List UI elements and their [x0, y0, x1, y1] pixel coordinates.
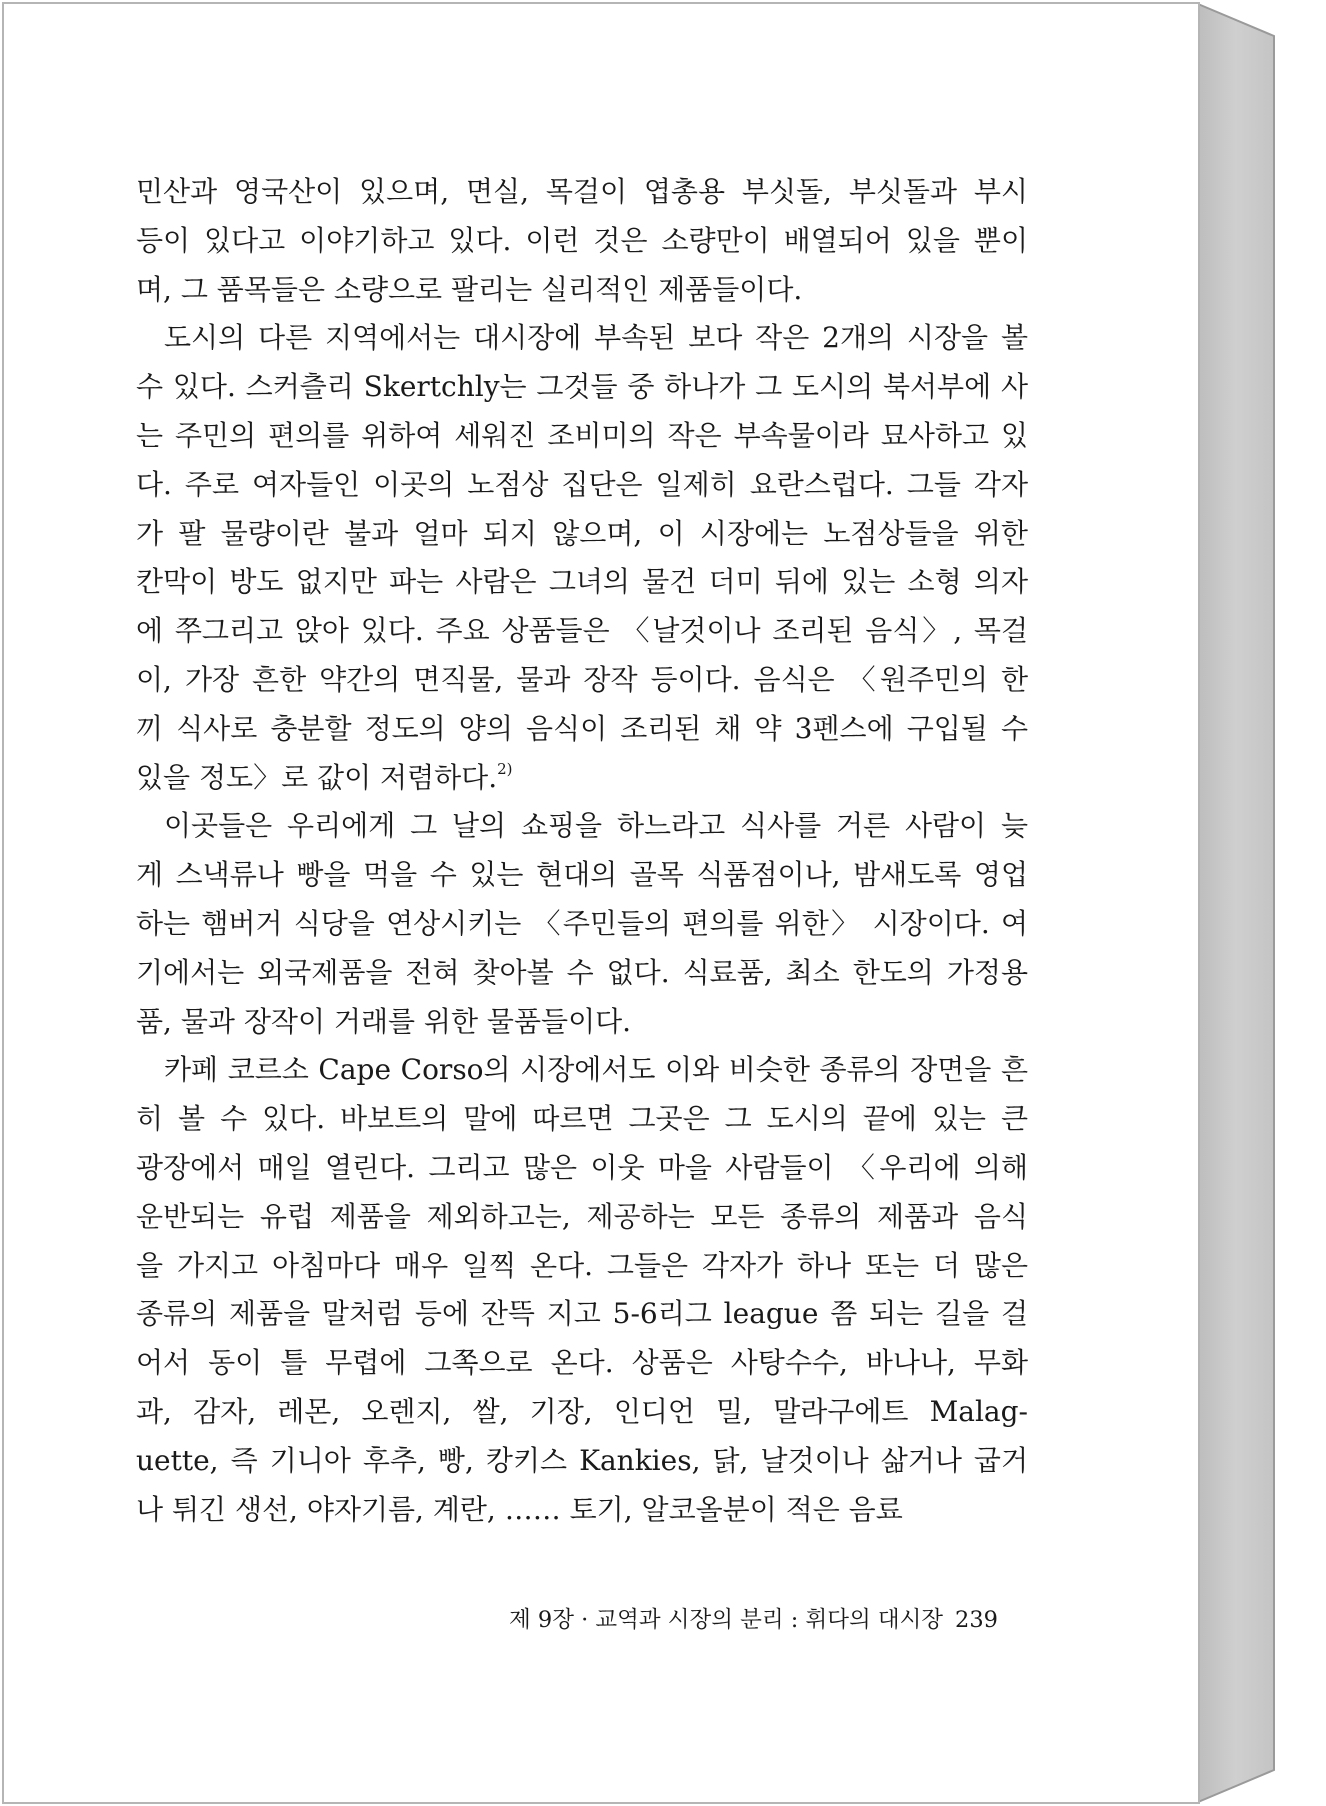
- text-line-content: 하는 햄버거 식당을 연상시키는 〈주민들의 편의를 위한〉 시장이다. 여: [136, 906, 1028, 940]
- text-line: [136, 705, 1028, 754]
- text-line: [136, 851, 1028, 900]
- text-line: [136, 266, 1028, 315]
- text-line: [136, 949, 1028, 998]
- text-line: [136, 900, 1028, 949]
- book-page-edge: [1198, 4, 1274, 1802]
- text-line: [136, 1144, 1028, 1193]
- text-line-content: 있을 정도〉로 값이 저렴하다.: [136, 760, 498, 794]
- footnote-reference: 2): [497, 759, 513, 778]
- text-line: [136, 363, 1028, 412]
- text-line-content: 칸막이 방도 없지만 파는 사람은 그녀의 물건 더미 뒤에 있는 소형 의자: [136, 565, 1028, 599]
- text-line: [136, 168, 1028, 217]
- text-line-content: 민산과 영국산이 있으며, 면실, 목걸이 엽총용 부싯돌, 부싯돌과 부시: [136, 175, 1028, 208]
- text-line-content: 카페 코르소 Cape Corso의 시장에서도 이와 비슷한 종류의 장면을 흔: [164, 1053, 1028, 1087]
- text-line: [136, 802, 1028, 851]
- text-line-content: 과, 감자, 레몬, 오렌지, 쌀, 기장, 인디언 밀, 말라구에트 Malag-: [136, 1394, 1028, 1428]
- text-line-content: 도시의 다른 지역에서는 대시장에 부속된 보다 작은 2개의 시장을 볼: [164, 321, 1028, 355]
- text-line: [136, 510, 1028, 559]
- text-line: [136, 558, 1028, 607]
- text-line-content: 운반되는 유럽 제품을 제외하고는, 제공하는 모든 종류의 제품과 음식: [136, 1199, 1028, 1233]
- text-line-content: 이곳들은 우리에게 그 날의 쇼핑을 하느라고 식사를 거른 사람이 늦: [164, 809, 1028, 843]
- text-line: [136, 1046, 1028, 1095]
- text-line: [136, 607, 1028, 656]
- text-line: [136, 1388, 1028, 1437]
- text-line-content: 기에서는 외국제품을 전혀 찾아볼 수 없다. 식료품, 최소 한도의 가정용: [136, 955, 1028, 989]
- text-line-content: 품, 물과 장작이 거래를 위한 물품들이다.: [136, 1004, 632, 1038]
- text-line-content: 에 쭈그리고 앉아 있다. 주요 상품들은 〈날것이나 조리된 음식〉, 목걸: [136, 614, 1028, 648]
- text-line-content: 수 있다. 스커츨리 Skertchly는 그것들 중 하나가 그 도시의 북서부에 사: [136, 370, 1028, 404]
- text-line: [136, 461, 1028, 510]
- page-number: 239: [955, 1607, 998, 1633]
- text-line: [136, 412, 1028, 461]
- text-line-content: 가 팔 물량이란 불과 얼마 되지 않으며, 이 시장에는 노점상들을 위한: [136, 516, 1028, 550]
- text-line: [136, 314, 1028, 363]
- text-line-content: 어서 동이 틀 무렵에 그쪽으로 온다. 상품은 사탕수수, 바나나, 무화: [136, 1346, 1028, 1380]
- text-line: [136, 656, 1028, 705]
- text-line-content: 다. 주로 여자들인 이곳의 노점상 집단은 일제히 요란스럽다. 그들 각자: [136, 467, 1028, 501]
- body-text: [136, 168, 1028, 1534]
- text-line-content: 히 볼 수 있다. 바보트의 말에 따르면 그곳은 그 도시의 끝에 있는 큰: [136, 1102, 1028, 1136]
- text-line-content: 끼 식사로 충분할 정도의 양의 음식이 조리된 채 약 3펜스에 구입될 수: [136, 711, 1028, 745]
- running-head: 제 9장 · 교역과 시장의 분리 : 휘다의 대시장: [509, 1607, 944, 1633]
- text-line: [136, 1193, 1028, 1242]
- text-line: [136, 1437, 1028, 1486]
- text-line: [136, 1290, 1028, 1339]
- text-line-content: uette, 즉 기니아 후추, 빵, 캉키스 Kankies, 닭, 날것이나 삶거나 굽거: [136, 1443, 1028, 1477]
- text-line-content: 나 튀긴 생선, 야자기름, 계란, …… 토기, 알코올분이 적은 음료: [136, 1492, 903, 1526]
- text-line: [136, 1339, 1028, 1388]
- text-line: [136, 1486, 1028, 1535]
- text-line-content: 종류의 제품을 말처럼 등에 잔뜩 지고 5-6리그 league 쯤 되는 길을 걸: [136, 1297, 1028, 1331]
- text-line-content: 는 주민의 편의를 위하여 세워진 조비미의 작은 부속물이라 묘사하고 있: [136, 418, 1028, 452]
- text-line: [136, 1242, 1028, 1291]
- text-line-content: 며, 그 품목들은 소량으로 팔리는 실리적인 제품들이다.: [136, 272, 803, 306]
- text-line: [136, 1095, 1028, 1144]
- text-line: [136, 217, 1028, 266]
- text-line: [136, 998, 1028, 1047]
- text-line-content: 을 가지고 아침마다 매우 일찍 온다. 그들은 각자가 하나 또는 더 많은: [136, 1248, 1028, 1282]
- text-line-content: 게 스낵류나 빵을 먹을 수 있는 현대의 골목 식품점이나, 밤새도록 영업: [136, 858, 1028, 892]
- text-line-content: 광장에서 매일 열린다. 그리고 많은 이웃 마을 사람들이 〈우리에 의해: [136, 1150, 1028, 1184]
- text-line: [136, 754, 1028, 803]
- text-line-content: 등이 있다고 이야기하고 있다. 이런 것은 소량만이 배열되어 있을 뿐이: [136, 223, 1028, 257]
- page-footer: [486, 1602, 998, 1634]
- text-line-content: 이, 가장 흔한 약간의 면직물, 물과 장작 등이다. 음식은 〈원주민의 한: [136, 662, 1028, 696]
